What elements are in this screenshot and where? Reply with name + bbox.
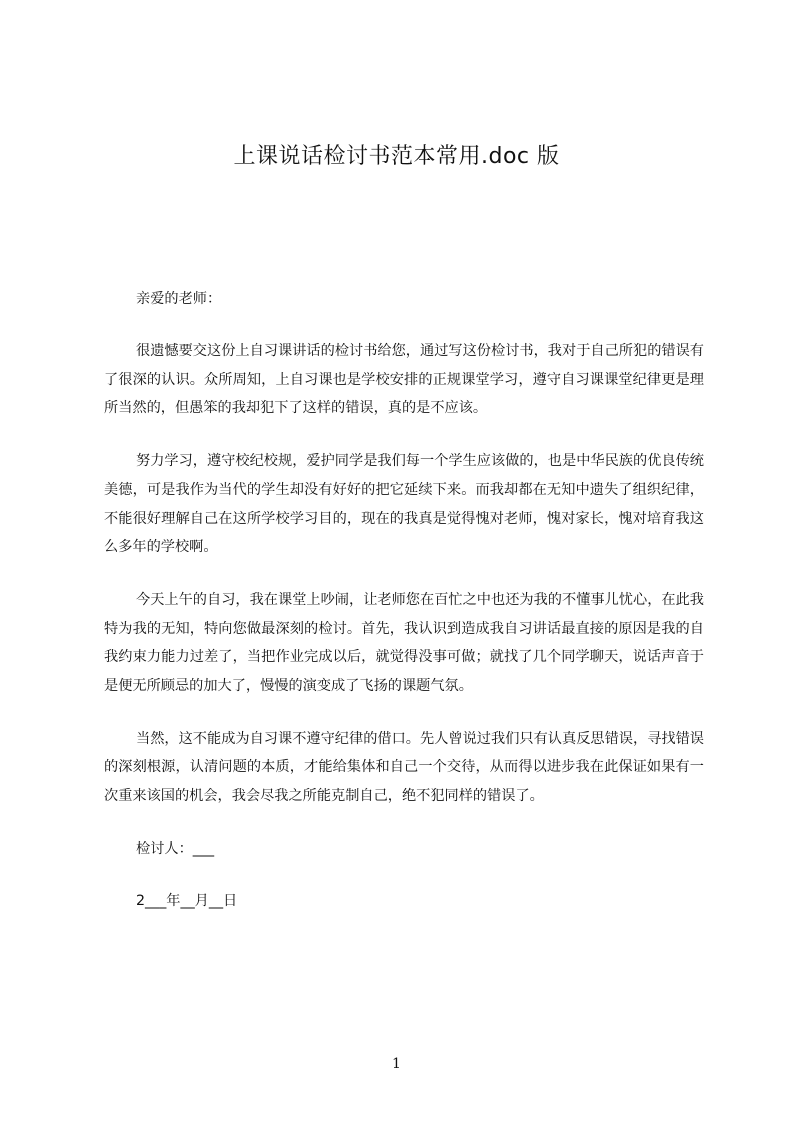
document-body: [104, 283, 704, 915]
date-line: 2___年__月__日: [136, 892, 238, 909]
document-title: 上课说话检讨书范本常用.doc 版: [233, 144, 560, 169]
spacer: [104, 701, 704, 725]
paragraph-4: 当然，这不能成为自习课不遵守纪律的借口。先人曾说过我们只有认真反思错误，寻找错误的深刻根源，认清问题的本质，才能给集体和自己一个交待，从而得以进步我在此保证如果有一次重来该国的机会，我会尽我之所能克制自己，绝不犯同样的错误了。: [104, 730, 704, 805]
spacer: [104, 315, 704, 337]
signature-line: 检讨人：___: [136, 840, 215, 857]
page-number: 1: [392, 1056, 401, 1072]
spacer: [104, 863, 704, 887]
spacer: [104, 423, 704, 447]
salutation: 亲爱的老师：: [136, 291, 222, 307]
paragraph-2: 努力学习，遵守校纪校规，爱护同学是我们每一个学生应该做的，也是中华民族的优良传统美德，可是我作为当代的学生却没有好好的把它延续下来。而我却都在无知中遗失了组织纪律，不能很好理解自己在这所学校学习目的，现在的我真是觉得愧对老师，愧对家长，愧对培育我这么多年的学校啊。: [104, 453, 704, 556]
paragraph-3: 今天上午的自习，我在课堂上吵闹，让老师您在百忙之中也还为我的不懂事儿忧心，在此我特为我的无知，特向您做最深刻的检讨。首先，我认识到造成我自习讲话最直接的原因是我的自我约束力能力过差了，当把作业完成以后，就觉得没事可做；就找了几个同学聊天，说话声音于是便无所顾忌的加大了，慢慢的演变成了飞扬的课题气氛。: [104, 591, 704, 695]
paragraph-1: 很遗憾要交这份上自习课讲话的检讨书给您，通过写这份检讨书，我对于自己所犯的错误有了很深的认识。众所周知，上自习课也是学校安排的正规课堂学习，遵守自习课课堂纪律更是理所当然的，但愚笨的我却犯下了这样的错误，真的是不应该。: [104, 343, 704, 417]
spacer: [104, 562, 704, 586]
spacer: [104, 811, 704, 835]
